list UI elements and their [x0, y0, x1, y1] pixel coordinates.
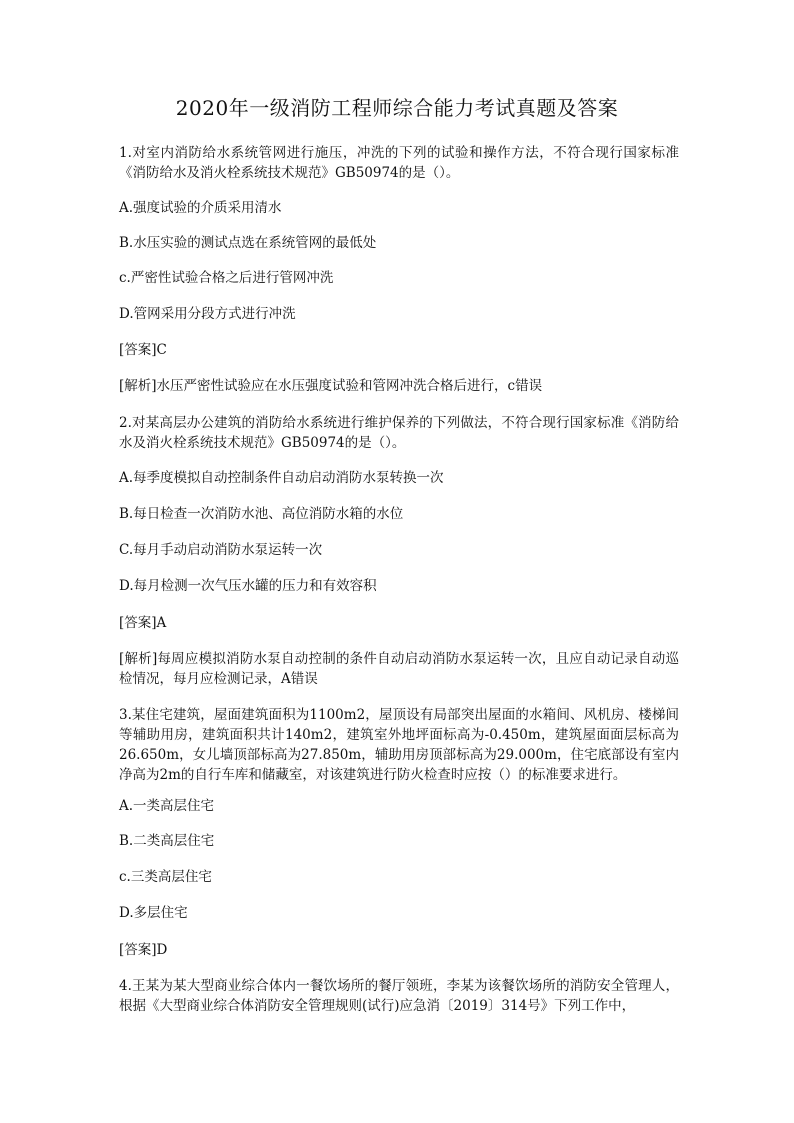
question-3-option-d: D.多层住宅	[119, 905, 188, 921]
question-2-answer: [答案]A	[119, 615, 167, 631]
question-1-option-b: B.水压实验的测试点选在系统管网的最低处	[119, 235, 377, 251]
question-1-option-c: c.严密性试验合格之后进行管网冲洗	[119, 270, 334, 286]
question-1-answer: [答案]C	[119, 342, 167, 358]
question-2-option-d: D.每月检测一次气压水罐的压力和有效容积	[119, 578, 377, 594]
question-2-option-b: B.每日检查一次消防水池、高位消防水箱的水位	[119, 506, 404, 522]
document-title: 2020年一级消防工程师综合能力考试真题及答案	[175, 96, 619, 120]
question-1-analysis: [解析]水压严密性试验应在水压强度试验和管网冲洗合格后进行，c错误	[119, 378, 543, 394]
question-3-option-b: B.二类高层住宅	[119, 833, 215, 849]
question-2-option-a: A.每季度模拟自动控制条件自动启动消防水泵转换一次	[119, 470, 444, 486]
question-3-answer: [答案]D	[119, 942, 168, 958]
question-3-option-a: A.一类高层住宅	[119, 798, 215, 814]
question-1-option-a: A.强度试验的介质采用清水	[119, 200, 282, 216]
question-3-stem: 3.某住宅建筑，屋面建筑面积为1100m2，屋顶设有局部突出屋面的水箱间、风机房、楼梯间等辅助用房，建筑面积共计140m2，建筑室外地坪面标高为-0.450m，建筑屋面面层标高为26.650m，女儿墙顶部标高为27.850m，辅助用房顶部标高为29.000m，住宅底部设有室内净高为2m的自行车库和储藏室，对该建筑进行防火检查时应按（）的标准要求进行。	[119, 707, 679, 783]
question-1-stem: 1.对室内消防给水系统管网进行施压，冲洗的下列的试验和操作方法，不符合现行国家标准《消防给水及消火栓系统技术规范》GB50974的是（）。	[119, 145, 679, 181]
question-2-analysis: [解析]每周应模拟消防水泵自动控制的条件自动启动消防水泵运转一次，且应自动记录自动巡检情况，每月应检测记录，A错误	[119, 651, 679, 687]
question-1-option-d: D.管网采用分段方式进行冲洗	[119, 306, 296, 322]
question-4-stem: 4.王某为某大型商业综合体内一餐饮场所的餐厅领班，李某为该餐饮场所的消防安全管理人，根据《大型商业综合体消防安全管理规则(试行)应急消〔2019〕314号》下列工作中，	[119, 978, 679, 1014]
question-2-stem: 2.对某高层办公建筑的消防给水系统进行维护保养的下列做法，不符合现行国家标准《消防给水及消火栓系统技术规范》GB50974的是（）。	[119, 415, 679, 451]
question-2-option-c: C.每月手动启动消防水泵运转一次	[119, 542, 323, 558]
question-3-option-c: c.三类高层住宅	[119, 869, 212, 885]
